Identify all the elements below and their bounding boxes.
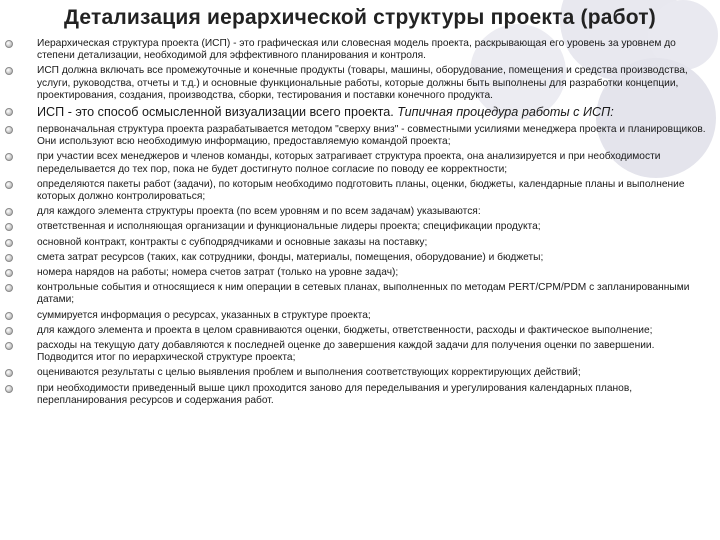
list-item bbox=[0, 105, 720, 120]
list-item-text: номера нарядов на работы; номера счетов затрат (только на уровне задач); bbox=[37, 267, 399, 279]
list-item bbox=[0, 267, 720, 279]
bullet-icon bbox=[5, 369, 13, 377]
list-item bbox=[0, 38, 720, 62]
list-item-text: оцениваются результаты с целью выявления проблем и выполнения соответствующих корректирующих действий; bbox=[37, 367, 581, 379]
list-item-text: ИСП - это способ осмысленной визуализации всего проекта. bbox=[37, 105, 394, 120]
list-item bbox=[0, 151, 720, 175]
list-item bbox=[0, 206, 720, 218]
bullet-icon bbox=[5, 269, 13, 277]
bullet-icon bbox=[5, 181, 13, 189]
bullet-icon bbox=[5, 254, 13, 262]
list-item bbox=[0, 340, 720, 364]
bullet-icon bbox=[5, 327, 13, 335]
bullet-list bbox=[0, 38, 720, 410]
list-item-text: ИСП должна включать все промежуточные и конечные продукты (товары, машины, оборудование, помещения и средства производства, услуги, руководства, отчеты и т.д.) и основные функциональные работы, которые должны быть выполнены для разработки концепции, проектирования, создания, производства, сборки, тестирования и поставки конечного продукта. bbox=[37, 65, 688, 101]
list-item bbox=[0, 65, 720, 102]
list-item bbox=[0, 221, 720, 233]
slide-title: Детализация иерархической структуры проекта (работ) bbox=[64, 6, 656, 29]
bullet-icon bbox=[5, 239, 13, 247]
list-item-text: при участии всех менеджеров и членов команды, которых затрагивает структура проекта, она анализируется и при необходимости переделывается до тех пор, пока не будет достигнуто полное согласие по поводу ее корректности; bbox=[37, 151, 661, 175]
bullet-icon bbox=[5, 153, 13, 161]
list-item bbox=[0, 237, 720, 249]
list-item bbox=[0, 325, 720, 337]
list-item-text: основной контракт, контракты с субподрядчиками и основные заказы на поставку; bbox=[37, 236, 428, 248]
bullet-icon bbox=[5, 208, 13, 216]
list-item bbox=[0, 282, 720, 306]
bullet-icon bbox=[5, 223, 13, 231]
list-item-text: Иерархическая структура проекта (ИСП) - это графическая или словесная модель проекта, раскрывающая его уровень за уровнем до степени детализации, необходимой для эффективного планирования и контроля. bbox=[37, 38, 676, 62]
list-item-text: определяются пакеты работ (задачи), по которым необходимо подготовить планы, оценки, бюджеты, календарные планы и выполнение которых должно контролироваться; bbox=[37, 178, 685, 203]
list-item-text: суммируется информация о ресурсах, указанных в структуре проекта; bbox=[37, 309, 371, 321]
list-item-text: первоначальная структура проекта разрабатывается методом "сверху вниз" - совместными усилиями менеджера проекта и планировщиков. Они используют всю необходимую информацию, предоставляемую командой проекта; bbox=[37, 124, 706, 148]
list-item bbox=[0, 367, 720, 379]
list-item-text: ответственная и исполняющая организации и функциональные лидеры проекта; спецификации продукта; bbox=[37, 221, 541, 233]
list-item-text: при необходимости приведенный выше цикл проходится заново для переделывания и урегулирования календарных планов, перепланирования ресурсов и содержания работ. bbox=[37, 382, 633, 406]
list-item bbox=[0, 124, 720, 148]
list-item-text: для каждого элемента структуры проекта (по всем уровням и по всем задачам) указываются: bbox=[37, 206, 481, 218]
list-item bbox=[0, 383, 720, 407]
list-item bbox=[0, 252, 720, 264]
list-item bbox=[0, 310, 720, 322]
bullet-icon bbox=[5, 40, 13, 48]
list-item-text: смета затрат ресурсов (таких, как сотрудники, фонды, материалы, помещения, оборудование) и бюджеты; bbox=[37, 251, 544, 263]
bullet-icon bbox=[5, 108, 13, 116]
bullet-icon bbox=[5, 385, 13, 393]
list-item-text: расходы на текущую дату добавляются к последней оценке до завершения каждой задачи для получения оценки по завершении. Подводится итог по иерархической структуре проекта; bbox=[37, 340, 655, 364]
list-item-text: для каждого элемента и проекта в целом сравниваются оценки, бюджеты, ответственности, расходы и фактическое выполнение; bbox=[37, 324, 653, 336]
list-item-text: контрольные события и относящиеся к ним операции в сетевых планах, выполненных по методам PERT/CPM/PDM с запланированными датами; bbox=[37, 282, 690, 306]
list-item-italic-text: Типичная процедура работы с ИСП: bbox=[397, 105, 614, 120]
bullet-icon bbox=[5, 67, 13, 75]
bullet-icon bbox=[5, 342, 13, 350]
bullet-icon bbox=[5, 312, 13, 320]
bullet-icon bbox=[5, 126, 13, 134]
list-item bbox=[0, 179, 720, 203]
bullet-icon bbox=[5, 284, 13, 292]
